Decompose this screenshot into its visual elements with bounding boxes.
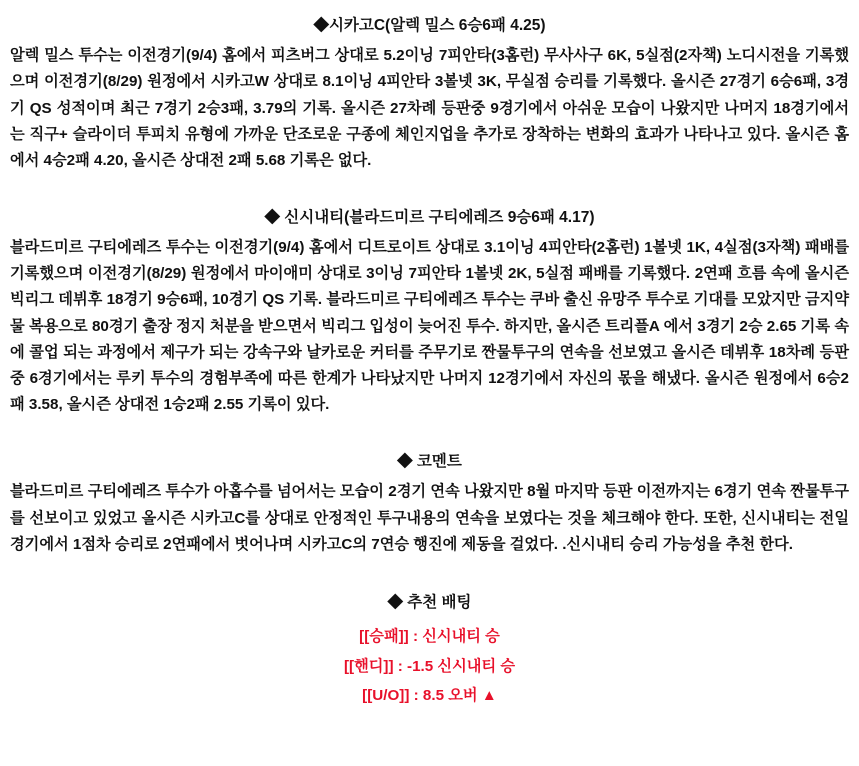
section-body: 알렉 밀스 투수는 이전경기(9/4) 홈에서 피츠버그 상대로 5.2이닝 7피안타(3홈런) 무사사구 6K, 5실점(2자책) 노디시전을 기록했으며 이전경기(8/29) 원정에서 시카고W 상대로 8.1이닝 4피안타 3볼넷 3K, 무실점 승리를 기록했다. 올시즌 27경기 6승6패, 3경기 QS 성적이며 최근 7경기 2승3패, 3.79의 기록. 올시즌 27차례 등판중 9경기에서 아쉬운 모습이 나왔지만 나머지 18경기에서는 직구+ 슬라이더 투피치 유형에 가까운 단조로운 구종에 체인지업을 추가로 장착하는 변화의 효과가 나타나고 있다. 올시즌 홈에서 4승2패 4.20, 올시즌 상대전 2패 5.68 기록은 없다. [10, 47, 849, 169]
section-heading: ◆시카고C(알렉 밀스 6승6패 4.25) [313, 17, 546, 34]
section-chicago-c [10, 14, 849, 174]
section-cincinnati [10, 206, 849, 418]
section-heading: ◆ 신시내티(블라드미르 구티에레즈 9승6패 4.17) [264, 208, 595, 226]
section-comment [10, 450, 849, 558]
spacer [10, 562, 849, 590]
spacer [10, 422, 849, 450]
section-body: 블라드미르 구티에레즈 투수는 이전경기(9/4) 홈에서 디트로이트 상대로 3.1이닝 4피안타(2홈런) 1볼넷 1K, 4실점(3자책) 패배를 기록했으며 이전경기(8/29) 원정에서 마이애미 상대로 3이닝 7피안타 1볼넷 2K, 5실점 패배를 기록했다. 2연패 흐름 속에 올시즌 빅리그 데뷔후 18경기 9승6패, 10경기 QS 기록. 블라드미르 구티에레즈 투수는 쿠바 출신 유망주 투수로 기대를 모았지만 금지약물 복용으로 80경기 출장 정지 처분을 받으면서 빅리그 입성이 늦어진 투수. 하지만, 올시즌 트리플A 에서 3경기 2승 2.65 기록 속에 콜업 되는 과정에서 제구가 되는 강속구와 날카로운 커터를 주무기로 짠물투구의 연속을 선보였고 올시즌 데뷔후 18차례 등판중 6경기에서는 루키 투수의 경험부족에 따른 한계가 나타났지만 나머지 12경기에서 자신의 몫을 해냈다. 올시즌 원정에서 6승2패 3.58, 올시즌 상대전 1승2패 2.55 기록이 있다. [10, 239, 849, 414]
bet-line-under-over: [[U/O]] : 8.5 오버 ▲ [362, 687, 497, 705]
bet-line-handicap: [[핸디]] : -1.5 신시내티 승 [343, 657, 516, 675]
section-body: 블라드미르 구티에레즈 투수가 아홉수를 넘어서는 모습이 2경기 연속 나왔지만 8월 마지막 등판 이전까지는 6경기 연속 짠물투구를 선보이고 있었고 올시즌 시카고C를 상대로 안정적인 투구내용의 연속을 보였다는 것을 체크해야 한다. 또한, 신시내티는 전일 경기에서 1점차 승리로 2연패에서 벗어나며 시카고C의 7연승 행진에 제동을 걸었다. .신시내티 승리 가능성을 추천 한다. [10, 483, 849, 553]
bet-line-win-loss: [[승패]] : 신시내티 승 [359, 627, 500, 645]
betting-heading: ◆ 추천 배팅 [387, 593, 472, 611]
section-recommended-betting [10, 590, 849, 711]
section-heading: ◆ 코멘트 [397, 453, 462, 471]
spacer [10, 178, 849, 206]
